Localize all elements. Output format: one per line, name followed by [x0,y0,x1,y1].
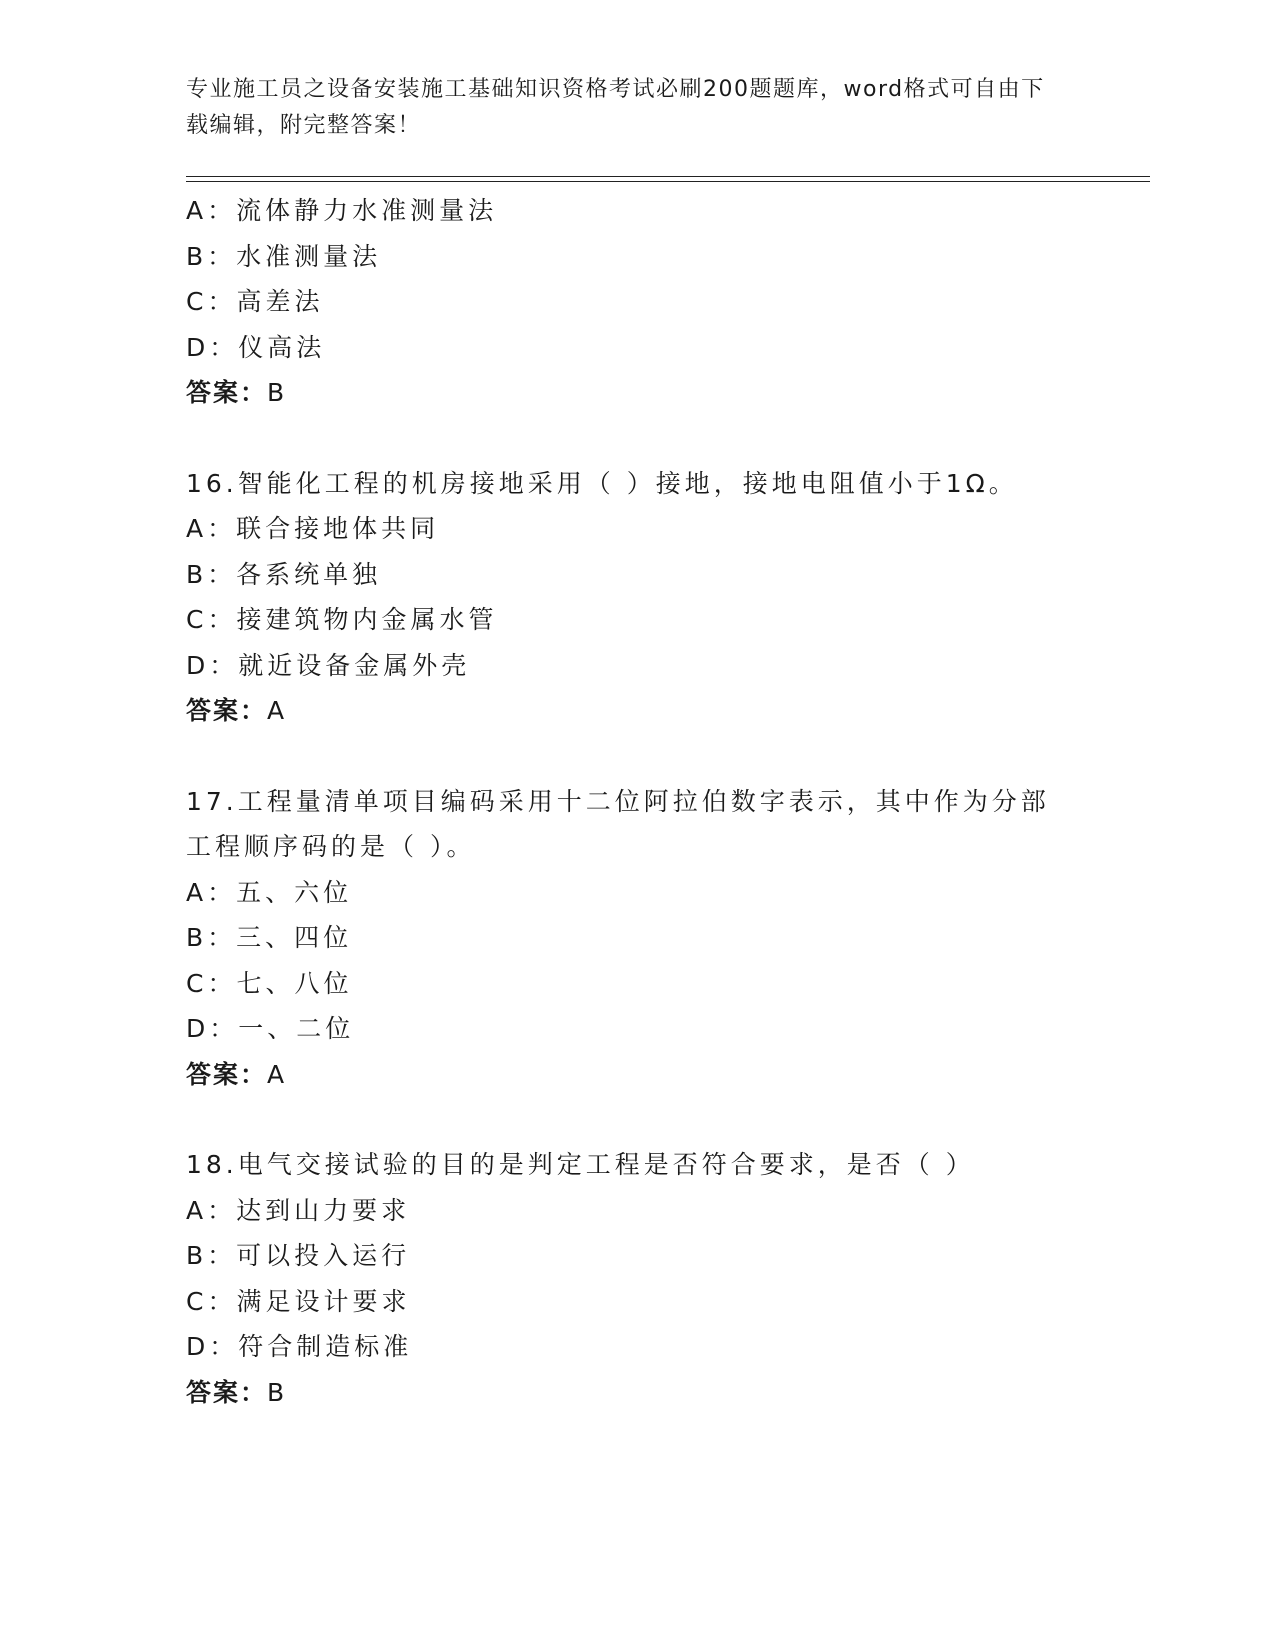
question-15 [186,188,1086,416]
question-16 [186,461,1086,734]
option-a: A：联合接地体共同 [186,514,440,543]
answer-value: A [267,1059,287,1089]
option-b: B：各系统单独 [186,559,382,589]
option-c: C：满足设计要求 [186,1286,411,1316]
question-18 [186,1142,1086,1415]
option-d: D：就近设备金属外壳 [186,650,471,680]
answer-value: B [267,378,287,407]
option-d: D：一、二位 [186,1014,355,1043]
answer-label: 答案： [186,1377,268,1407]
option-c: C：接建筑物内金属水管 [186,605,498,634]
question-list [186,188,1086,1415]
question-spacer [186,1097,1086,1142]
question-17 [186,779,1086,1098]
option-d: D：仪高法 [186,332,326,362]
question-text: 17.工程量清单项目编码采用十二位阿拉伯数字表示，其中作为分部工程顺序码的是（ ）。 [186,786,1050,861]
answer-line [186,1052,1086,1098]
option-c: C：七、八位 [186,968,353,998]
question-text: 16.智能化工程的机房接地采用（ ）接地，接地电阻值小于1Ω。 [186,468,1018,498]
answer-line [186,688,1086,734]
option-b: B：三、四位 [186,923,353,952]
question-text: 18.电气交接试验的目的是判定工程是否符合要求，是否（ ） [186,1150,975,1179]
question-spacer [186,734,1086,779]
answer-label: 答案： [186,378,268,407]
document-header: 专业施工员之设备安装施工基础知识资格考试必刷200题题库，word格式可自由下载编辑，附完整答案！ [186,77,1045,138]
answer-line [186,1370,1086,1416]
option-a: A：达到山力要求 [186,1195,411,1225]
option-b: B：水准测量法 [186,241,382,271]
answer-line [186,370,1086,416]
answer-value: A [267,696,287,725]
header-divider-bottom [186,181,1150,182]
option-b: B：可以投入运行 [186,1241,411,1270]
option-a: A：流体静力水准测量法 [186,196,498,225]
option-d: D：符合制造标准 [186,1332,413,1361]
option-a: A：五、六位 [186,877,353,907]
answer-label: 答案： [186,1059,268,1089]
question-spacer [186,416,1086,461]
option-c: C：高差法 [186,287,324,316]
header-divider-top [186,176,1150,177]
answer-label: 答案： [186,696,268,725]
answer-value: B [267,1377,287,1407]
